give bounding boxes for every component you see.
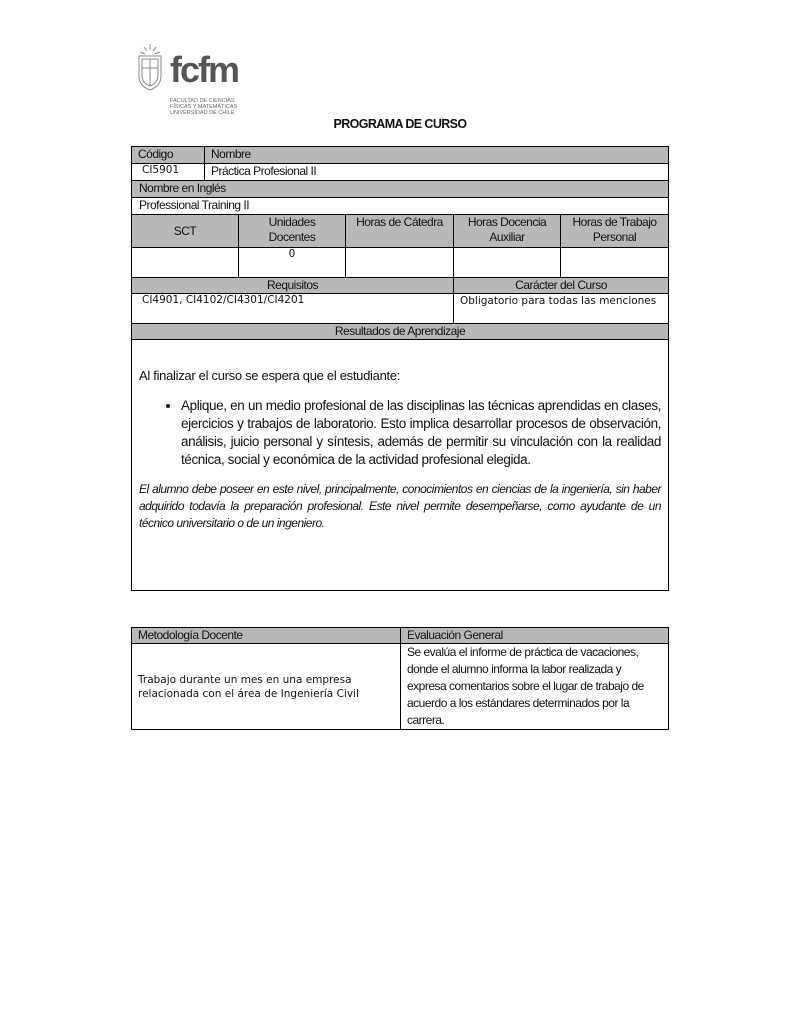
codigo-value: CI5901 bbox=[132, 164, 205, 181]
horas-catedra-header: Horas de Cátedra bbox=[346, 215, 454, 248]
resultados-list bbox=[139, 397, 661, 469]
sct-header: SCT bbox=[132, 215, 239, 248]
requisitos-header: Requisitos bbox=[132, 278, 454, 294]
resultados-note: El alumno debe poseer en este nivel, principalmente, conocimientos en ciencias de la ingeniería, sin haber adquirido todavía la preparación profesional. Este nivel permite desempeñarse, como ayudante de un técnico universitario o de un ingeniero. bbox=[139, 482, 662, 530]
evaluacion-header: Evaluación General bbox=[401, 628, 669, 644]
nombre-ingles-label: Nombre en Inglés bbox=[132, 181, 669, 198]
sct-value bbox=[132, 248, 239, 278]
horas-trabajo-value bbox=[561, 248, 669, 278]
nombre-label: Nombre bbox=[205, 147, 669, 164]
horas-trabajo-header: Horas de Trabajo Personal bbox=[561, 215, 669, 248]
unidades-docentes-value: 0 bbox=[239, 248, 346, 278]
nombre-ingles-value: Professional Training II bbox=[132, 198, 669, 215]
university-logo bbox=[136, 42, 256, 122]
metodologia-value: Trabajo durante un mes en una empresa relacionada con el área de Ingeniería Civil bbox=[132, 644, 401, 730]
resultados-header: Resultados de Aprendizaje bbox=[132, 324, 669, 340]
horas-auxiliar-value bbox=[454, 248, 561, 278]
caracter-value: Obligatorio para todas las menciones bbox=[454, 294, 669, 324]
logo-subtitle: FACULTAD DE CIENCIAS FÍSICAS Y MATEMÁTICAS UNIVERSIDAD DE CHILE bbox=[170, 98, 238, 116]
requisitos-value: CI4901, CI4102/CI4301/CI4201 bbox=[132, 294, 454, 324]
resultados-intro: Al finalizar el curso se espera que el estudiante: bbox=[139, 368, 401, 383]
horas-auxiliar-header: Horas Docencia Auxiliar bbox=[454, 215, 561, 248]
evaluacion-value: Se evalúa el informe de práctica de vacaciones, donde el alumno informa la labor realizada y expresa comentarios sobre el lugar de trabajo de acuerdo a los estándares determinados por la carrera. bbox=[401, 644, 669, 730]
unidades-docentes-header: Unidades Docentes bbox=[239, 215, 346, 248]
codigo-label: Código bbox=[132, 147, 205, 164]
course-program-table bbox=[131, 146, 669, 591]
caracter-header: Carácter del Curso bbox=[454, 278, 669, 294]
methodology-table bbox=[131, 627, 669, 730]
logo-wordmark: fcfm bbox=[170, 49, 239, 90]
resultados-bullet: • Aplique, en un medio profesional de las disciplinas las técnicas aprendidas en clases, ejercicios y trabajos de laboratorio. Esto implica desarrollar procesos de observación, análisis, juicio personal y síntesis, además de permitir su vinculación con la realidad técnica, social y económica de la actividad profesional elegida. bbox=[181, 397, 661, 469]
document-title: PROGRAMA DE CURSO bbox=[333, 117, 467, 131]
resultados-content bbox=[132, 340, 669, 591]
horas-catedra-value bbox=[346, 248, 454, 278]
metodologia-header: Metodología Docente bbox=[132, 628, 401, 644]
nombre-value: Práctica Profesional II bbox=[205, 164, 669, 181]
